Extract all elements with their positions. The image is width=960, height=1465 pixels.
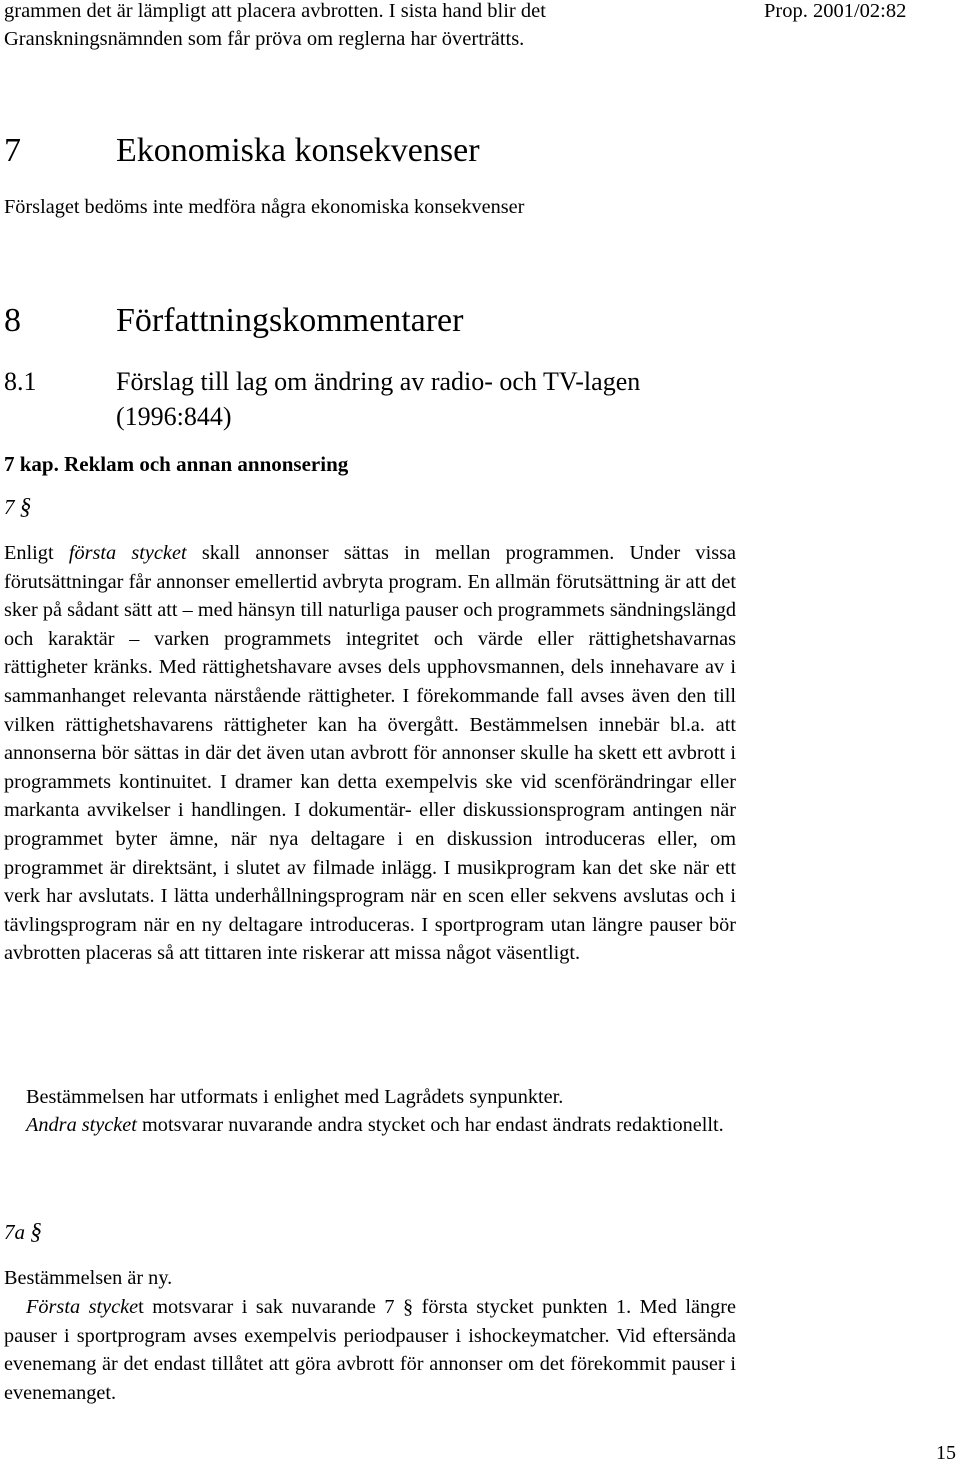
section-8-1-title-line-2: (1996:844) — [116, 402, 232, 431]
proposition-reference: Prop. 2001/02:82 — [764, 0, 907, 22]
section-8-heading — [4, 301, 463, 341]
section-sign: § — [19, 494, 32, 519]
chapter-heading: 7 kap. Reklam och annan annonsering — [4, 452, 349, 476]
prev-page-line-2: Granskningsnämnden som får pröva om reglerna har överträtts. — [4, 28, 525, 50]
paragraph-7a-intro: Bestämmelsen är ny. — [4, 1267, 173, 1289]
section-7-heading — [4, 131, 480, 171]
paragraph-7-label — [4, 494, 31, 520]
section-8-1-heading — [4, 364, 640, 400]
paragraph-7-second-stycke: Andra stycket motsvarar nuvarande andra stycket och har endast ändrats redaktionellt. — [26, 1114, 724, 1136]
paragraph-7-body: Enligt första stycket skall annonser sättas in mellan programmen. Under vissa förutsättningar får annonser emellertid avbryta program. En allmän förutsättning är att det sker på sådant sätt att – med hänsyn till naturliga pauser och programmets sändningslängd och karaktär – varken programmets integritet och värde eller rättighetshavarnas rättigheter kränks. Med rättighetshavare avses dels upphovsmannen, dels innehavare av i sammanhanget relevanta närstående rättigheter. I förekommande fall avses även den till vilken rättighetshavarens rättigheter kan ha övergått. Bestämmelsen innebär bl.a. att annonserna bör sättas in där det även utan avbrott för annonser skulle ha skett ett avbrott i programmets kontinuitet. I dramer kan detta exempelvis ske vid scenförändringar eller markanta avvikelser i handlingen. I dokumentär- eller diskussionsprogram antingen när programmet byter ämne, när nya deltagare i en diskussion introduceras eller, om programmet är direktsänt, i slutet av filmade inlägg. I musikprogram kan det ske när ett verk har avslutats. I lätta underhållningsprogram när en scen eller sekvens avslutas och i tävlingsprogram när en ny deltagare introduceras. I sportprogram utan längre pauser bör avbrotten placeras så att tittaren inte riskerar att missa något väsentligt. — [4, 542, 736, 965]
section-7-title: Ekonomiska konsekvenser — [116, 132, 480, 169]
section-sign-7a: § — [30, 1219, 42, 1244]
section-7-number: 7 — [4, 132, 21, 169]
section-8-1-number: 8.1 — [4, 367, 37, 396]
first-stycke-emphasis: Första stycke — [26, 1296, 139, 1318]
paragraph-7a-label — [4, 1219, 42, 1245]
section-8-1-title-line-1: Förslag till lag om ändring av radio- och TV-lagen — [116, 367, 641, 396]
prev-page-line-1: grammen det är lämpligt att placera avbrotten. I sista hand blir det — [4, 0, 546, 22]
page-number: 15 — [936, 1442, 956, 1464]
section-8-title: Författningskommentarer — [116, 302, 464, 339]
second-stycke-emphasis: Andra stycket — [26, 1114, 137, 1136]
section-7-text: Förslaget bedöms inte medföra några ekonomiska konsekvenser — [4, 196, 525, 218]
paragraph-7-note: Bestämmelsen har utformats i enlighet med Lagrådets synpunkter. — [26, 1086, 564, 1108]
paragraph-7-emphasis: första stycket — [68, 542, 187, 564]
section-8-number: 8 — [4, 302, 21, 339]
paragraph-7-number: 7 — [4, 495, 15, 519]
paragraph-7a-body: Första stycket motsvarar i sak nuvarande 7 § första stycket punkten 1. Med längre pauser i sportprogram avses exempelvis periodpauser i ishockeymatcher. Vid eftersända evenemang är det endast tillåtet att göra avbrott för annonser om det förekommit pauser i evenemanget. — [4, 1296, 736, 1404]
paragraph-7a-number: 7a — [4, 1220, 25, 1244]
